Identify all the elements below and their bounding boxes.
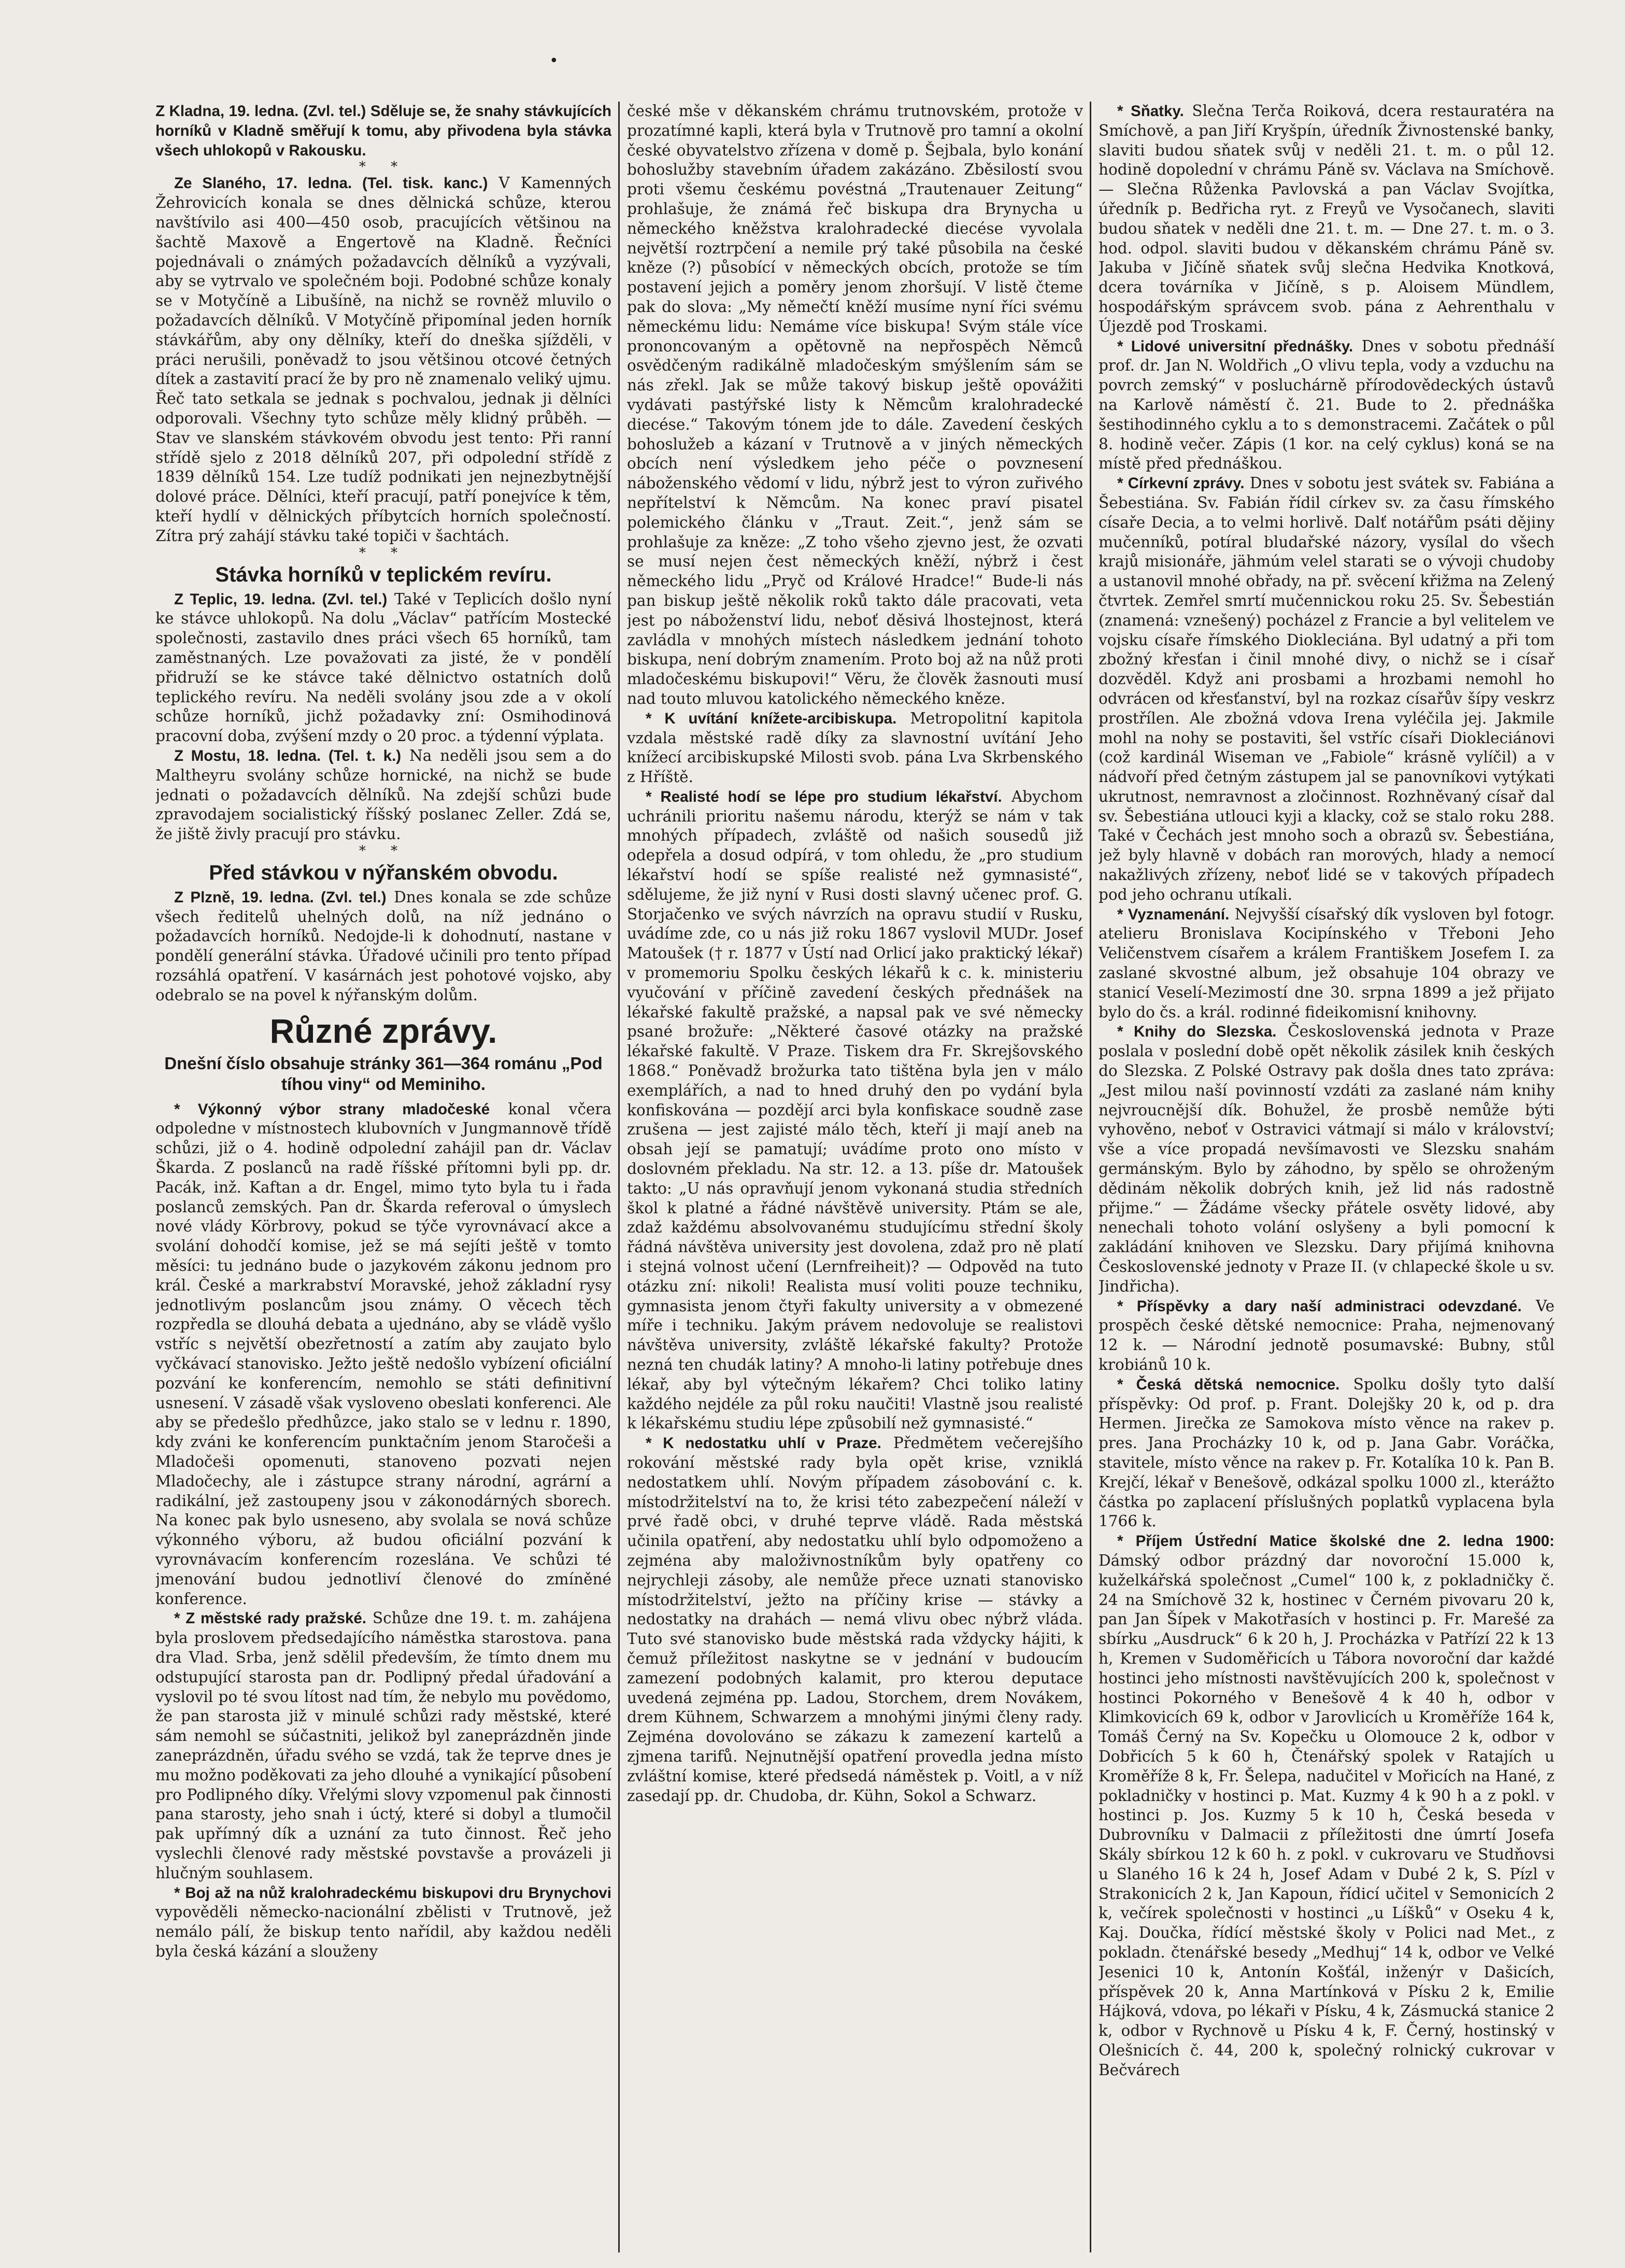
article-most xyxy=(155,746,611,844)
article-slany xyxy=(155,174,611,546)
article-coal-lead: * K nedostatku uhlí v Praze. xyxy=(646,1435,881,1452)
novel-notice: Dnešní číslo obsahuje stránky 361—364 románu „Pod tíhou viny“ od Meminiho. xyxy=(164,1053,603,1094)
article-books-silesia xyxy=(1099,1022,1555,1296)
heading-various-news: Různé zprávy. xyxy=(269,1011,497,1050)
article-donations-lead: * Příspěvky a dary naší administraci odevzdané. xyxy=(1117,1297,1522,1315)
article-church-text: Dnes v sobotu jest svátek sv. Fabiána a Šebestiána. Sv. Fabián řídil církev sv. za času římského císaře Decia, a to velmi horlivě. Dalť notářům psáti dějiny mučenníků, potíral bludařské názory, vysílal do všech krajů misionáře, jähmúm velel starati se o vývoji chudoby a ustanovil mnohé obřady, na př. svěcení křižma na Zelený čtvrtek. Zemřel smrtí mučennickou roku 25. Sv. Šebestián (znamená: vznešený) pocházel z Francie a byl velitelem ve vojsku císaře římského Diokleciána. Byl udatný a při tom zbožný křesťan i činil mnohé divy, o nichž se i císař dozvěděl. Když ani prosbami a hrozbami nemohl ho odvrácen od křesťanství, byl na rozkaz císařův šípy veskrz prostřílen. Ale zbožná vdova Irena vyléčila jej. Jakmile mohl na nohy se postaviti, šel vstříc císaři Diokleciánovi (což kardinál Wiseman ve „Fabiole“ krásně vylíčil) a v nádvoří před četným zástupem jal se panovníkovi vytýkati ukrutnost, nemravnost a zločinnost. Rozhněvaný císař dal sv. Šebestiána utlouci kyji a klacky, což se stalo roku 288. Také v Čechách jest mnoho soch a obrazů sv. Šebestiána, jež byly hlavně v dobách ran morových, hlady a nemocí nakažlivých zřízeny, neboť lidé se v takových případech pod jeho ochranu utíkali. xyxy=(1099,474,1555,903)
heading-teplice-strike: Stávka horníků v teplickém revíru. xyxy=(215,563,552,586)
article-kladno xyxy=(155,102,611,160)
article-plzen-lead: Z Plzně, 19. ledna. (Zvl. tel.) xyxy=(174,888,387,906)
article-bishop xyxy=(155,1883,611,1962)
article-honors-text: Nejvyšší císařský dík vysloven byl fotogr. atelieru Bronislava Kocipínského v Třeboni Jeho Veličenstvem císařem a králem Františkem Josefem I. za zaslané skvostné album, jež obsahuje 104 obrazy ve stanicí Veselí-Mezimostí dne 30. srpna 1899 a jež přijato bylo do čs. a král. rodinné fideikomisní knihovny. xyxy=(1099,905,1555,1021)
article-archbishop-text: Metropolitní kapitola vzdala městské radě díky za slavnostní uvítání Jeho knížecí arcibiskupské Milosti svob. pána Lva Skrbenského z Hříště. xyxy=(627,709,1083,786)
article-most-lead: Z Mostu, 18. ledna. (Tel. t. k.) xyxy=(174,747,402,764)
article-most-text: Na neděli jsou sem a do Maltheyru svolány schůze hornické, na nichž se bude jednati o požadavcích dělníků. Na zdejší schůzi bude zpravodajem socialistický říšský poslanec Zeller. Zdá se, že jiště živly pracují pro stávku. xyxy=(155,746,611,843)
article-youngczech-text: konal včera odpoledne v místnostech klubovních v Jungmannově třídě schůzi, již o 4. hodině odpolední zahájil pan dr. Václav Škarda. Z poslanců na radě říšské přítomni byli pp. dr. Pacák, inž. Kaftan a dr. Engel, mimo tyto byla tu i řada poslanců zemských. Pan dr. Škarda referoval o úmyslech nové vlády Körbrovy, pokud se týče vyrovnávací akce a svolání dohodčí komise, jež se má sejíti ještě v tomto měsíci: tu jednáno bude o jazykovém zákonu jednom pro král. České a markrabství Moravské, jehož základní rysy jednotlivým poslancům jsou známy. O věcech těch rozpředla se dlouhá debata a ujednáno, aby se vládě vyšlo vstříc s největší obezřetností a zatím aby zaujato bylo vyčkávací stanovisko. Ježto ještě nedošlo vybízení oficiální pozvání ke konferencím, nemohlo se státi definitivní usnesení. V zásadě však vysloveno obeslati konferenci. Ale aby se předešlo předhůzce, jako stalo se v lednu r. 1890, kdy zváni ke konferencím punktačním jenom Staročeši a Mladočeši opomenuti, stanoveno pozvati nejen Mladočechy, ale i zástupce strany národní, agrární a radikální, jež zastoupeny jsou v zákonodárných sborech. Na konec pak bylo usneseno, aby svolala se nová schůze výkonného výboru, až budou oficiální pozvání k vyrovnávacím konferencím rozeslána. Ve schůzi té jmenování budou jednotliví členové do zmíněné konference. xyxy=(155,1100,611,1608)
article-church-lead: * Církevní zprávy. xyxy=(1117,475,1245,492)
article-weddings xyxy=(1099,102,1555,337)
separator-stars: * * xyxy=(359,159,408,175)
article-matice-text: Dámský odbor prázdný dar novoroční 15.000 k, kuželkářská společnost „Cumel“ 100 k, z pokladničky č. 24 na Smíchově 32 k, hostinec v Černém pivovaru 20 k, pan Jan Šípek v Makotřasích v hostinci p. Fr. Marešé za sbírku „Ausdruck“ 6 k 20 h, J. Procházka v Patřízí 22 k 13 h, Kremen v Sudoměřicích u Tábora novoroční dar každé hostinci jeho místnosti navštěvujících 200 k, společnost v hostinci Pokorného v Benešově 4 k 40 h, odbor v Klimkovicích 69 k, odbor v Jarovlicích u Kroměříže 164 k, Tomáš Černý na Sv. Kopečku u Olomouce 2 k, odbor v Dobřicích 5 k 60 h, Čtenářský spolek v Ratajích u Kroměříže 8 k, Fr. Šelepa, nadučitel v Mořicích na Hané, z pokladničky v hostinci p. Mat. Kuzmy 4 k 90 h a z pokl. v hostinci p. Jos. Kuzmy 5 k 10 h, Česká beseda v Dubrovníku v Dalmacii z příležitosti dne úmrtí Josefa Skály sbírkou 12 k 60 h. z pokl. v cukrovaru ve Studňovsi u Slaného 16 k 24 h, Josef Adam v Dubé 2 k, S. Pízl v Strakonicích 2 k, Jan Kapoun, řídicí učitel v Semonicích 2 k, večírek společnosti v hostinci „u Líšků“ v Oseku 4 k, Kaj. Doučka, řídící městské školy v Polici nad Met., z pokladn. čtenářské besedy „Medhuj“ 14 k, odbor ve Velké Jesenici 10 k, Antonín Košťál, inženýr v Dašicích, příspěvek 20 k, Anna Martínková v Písku 2 k, Emilie Hájková, vdova, po lékaři v Písku, 4 k, Zásmucká stanice 2 k, odbor v Rychnově u Písku 4 k, F. Černý, hostinský v Olešnicích č. 44, 200 k, společný rolnický cukrovar v Bečvárech xyxy=(1099,1551,1555,2079)
article-realists-lead: * Realisté hodí se lépe pro studium lékařství. xyxy=(646,788,1002,805)
article-teplice-lead: Z Teplic, 19. ledna. (Zvl. tel.) xyxy=(174,590,388,608)
article-city-council xyxy=(155,1609,611,1883)
article-weddings-lead: * Sňatky. xyxy=(1117,103,1184,120)
article-hospital-text: Spolku došly tyto další příspěvky: Od prof. p. Frant. Dolejšky 20 k, od p. dra Hermen. Jirečka ze Samokova místo věnce na rakev p. pres. Jana Procházky 10 k, od p. Jana Gabr. Voráčka, stavitele, místo věnce na rakev p. Fr. Kotalíka 10 k. Pan B. Krejčí, lékař v Benešově, odkázal spolku 1000 zl., kterážto částka po zaplacení příslušných poplatků vyplacena byla 1766 k. xyxy=(1099,1375,1555,1530)
article-children-hospital xyxy=(1099,1375,1555,1532)
article-bishop-lead: * Boj až na nůž kralohradeckému biskupovi dru Brynychovi xyxy=(174,1884,611,1902)
column-3 xyxy=(1099,102,1555,2252)
article-matice-lead: * Příjem Ústřední Matice školské dne 2. ledna 1900: xyxy=(1117,1533,1555,1550)
article-hospital-lead: * Česká dětská nemocnice. xyxy=(1117,1376,1340,1393)
article-books-lead: * Knihy do Slezska. xyxy=(1117,1023,1277,1041)
article-lectures xyxy=(1099,337,1555,474)
article-matice-income xyxy=(1099,1532,1555,2080)
article-realists-text: Abychom uchránili prioritu našemu národu, kterýž se nám v tak mnohých případech, zvláště od našich sousedů již odepřela a dosud odpírá, v tom ohledu, že „pro studium lékařství hodí se spíše realisté než gymnasisté“, sdělujeme, že již nyní v Rusi dosti slavný učenec prof. G. Storjačenko ve svých návrzích na opravu studií v Rusku, uvádíme zde, co u nás již roku 1867 vyslovil MUDr. Josef Matoušek († r. 1877 v Ústí nad Orlicí jako praktický lékař) v promemoriu Spolku českých lékařů k c. k. ministeriu vyučování v příčině zavedení českých přednášek na lékařské fakultě pražské, a napsal pak ve své německy psané brožuře: „Některé časové otázky na pražské lékařské fakultě. V Praze. Tiskem dra Fr. Skrejšovského 1868.“ Poněvadž brožurka tato tištěna byla jen v málo exemplářích, a nad to hned druhý den po vydání byla konfiskována — pozdějí arci byla konfiskace soudně zase zrušena — jest zajisté málo těch, kteří ji mají aneb na obsah její se pamatují; uvádíme proto ono místo v doslovném překladu. Na str. 12. a 13. píše dr. Matoušek takto: „U nás opravňují jenom vykonaná studia středních škol k platné a řádné návštěvě university. Ptám se ale, zdaž každému absolvovanému studujícímu střední školy řádná návštěva university jest dovolena, zdaž pro ně platí i stejná volnost učení (Lernfreiheit)? — Odpověd na tuto otázku zní: nikoli! Realista musí voliti pouze techniku, gymnasista jenom čtyři fakulty university a v obmezené míře i techniku. Jakým právem nedovoluje se realistovi návštěva university, zvláště lékařské fakulty? Protože nezná ten chudák latiny? A mnoho-li latiny potřebuje dnes lékař, aby byl výtečným lékařem? Chci toliko latiny každého nejdéle za půl roku naučiti! Vlastně jsou realisté k lékařskému studiu lépe způsobilí než gymnasisté.“ xyxy=(627,787,1083,1433)
article-weddings-text: Slečna Terča Roiková, dcera restauratéra na Smíchově, a pan Jiří Kryšpín, úředník Živnostenské banky, slaviti budou sňatek svůj v neděli 21. t. m. o půl 12. hodině dopolední v chrámu Páně sv. Václava na Smíchově. — Slečna Růženka Pavlovská a pan Václav Svojítka, úředník p. Bedřicha ryt. z Freyů ve Vysočanech, slaviti budou sňatek v neděli dne 21. t. m. — Dne 27. t. m. o 3. hod. odpol. slaviti budou v děkanském chrámu Páně sv. Jakuba v Jičíně sňatek svůj slečna Hedvika Knotková, dcera továrníka v Jičíně, s p. Aloisem Mündlem, hospodářským správcem svob. pána z Aehrenthalu v Újezdě pod Troskami. xyxy=(1099,102,1555,335)
article-city-council-lead: * Z městské rady pražské. xyxy=(174,1610,366,1627)
article-church-news xyxy=(1099,474,1555,905)
article-realists-medicine xyxy=(627,787,1083,1434)
article-kladno-lead: Z Kladna, 19. ledna. (Zvl. tel.) xyxy=(155,103,366,120)
article-kladno-text: Sděluje se, že snahy stávkujících horníků v Kladně směřují k tomu, aby přivodena byla stávka všech uhlokopů v Rakousku. xyxy=(155,103,611,159)
column-rule xyxy=(618,102,620,2252)
article-bishop-text: vypověděli německo-nacionální zbělisti v Trutnově, jež nemálo pálí, že biskup tento nařídil, aby každou neděli byla česká kázání a slouženy xyxy=(155,1903,611,1960)
article-plzen xyxy=(155,888,611,1005)
article-honors-lead: * Vyznamenání. xyxy=(1117,905,1230,923)
column-1 xyxy=(155,102,611,2252)
page-mark: • xyxy=(549,52,559,70)
article-lectures-lead: * Lidové universitní přednášky. xyxy=(1117,337,1353,355)
article-bishop-continued: české mše v děkanském chrámu trutnovském, protože v prozatímné kapli, která byla v Trutnově pro tamní a okolní české obyvatelstvo zřízena v domě p. Šejbala, bylo konání bohoslužby stavebním úřadem zakázáno. Zběsilostí svou proti všemu českému povéstná „Trautenauer Zeitung“ prohlašuje, že známá řeč biskupa dra Brynycha u německého kněžstva kralohradecké diecése vyvolala největší roztrpčení a nemile prý také působila na české kněze (?) působící v německých obcích, protože se tím postavení jejich a poměry jenom zhoršují. V listě čteme pak do slova: „My němečtí kněží musíme nyní říci svému německému lidu: Nemáme více biskupa! Svým stále více prononcovaným a opětovně na nepřospěch Němců osvědčeným radikálně mladočeským smýšlením sám se nás zřekl. Jak se může takový biskup ještě opovážiti vydávati pastýřské listy k Němcům kralohradecké diecése.“ Takovým tónem jde to dále. Zavedení českých bohoslužeb a kázaní v Trutnově a v jiných německých obcích není výsledkem jeho péče o povznesení náboženského vědomí v lidu, nýbrž jest to výron zuřivého nepřítelství k Němcům. Na konec praví pisatel polemického článku v „Traut. Zeit.“, jenž sám se prohlašuje za kněze: „Z toho všeho zjevno jest, že ozvati se musí nejen čest německých kněží, nýbrž i čest německého lidu „Pryč od Králové Hradce!“ Bude-li nás pan biskup ještě několik roků takto dále pracovati, veta jest po náboženství lidu, neboť děsivá lhostejnost, která zavládla v mnohých místech následkem jednání tohoto biskupa, není dobrým znamením. Proto boj až na nůž proti mladočeskému biskupovi!“ Věru, že člověk žasnouti musí nad touto mluvou katolického německého kněze. xyxy=(627,102,1083,707)
article-honors xyxy=(1099,905,1555,1023)
article-donations xyxy=(1099,1297,1555,1375)
newspaper-page xyxy=(155,102,1612,2252)
article-archbishop-lead: * K uvítání knížete-arcibiskupa. xyxy=(646,710,897,727)
article-plzen-text: Dnes konala se zde schůze všech ředitelů uhelných dolů, na níž jednáno o požadavcích horníků. Nedojde-li k dohodnutí, nastane v pondělí generální stávka. Úřadové učinili pro tento případ rozsáhlá opatření. V kasárnách jest pohotové vojsko, aby odebralo se na povel k nýřanským dolům. xyxy=(155,888,611,1004)
separator-stars: * * xyxy=(359,545,408,561)
article-donations-text: Ve prospěch české dětské nemocnice: Praha, nejmenovaný 12 k. — Národní jednotě posumavské: Bubny, stůl krobiánů 10 k. xyxy=(1099,1297,1555,1373)
column-rule xyxy=(1090,102,1091,2252)
heading-nyrany-strike: Před stávkou v nýřanském obvodu. xyxy=(209,861,558,884)
article-youngczech-lead: * Výkonný výbor strany mladočeské xyxy=(174,1100,490,1118)
article-teplice xyxy=(155,590,611,746)
article-slany-text: V Kamenných Žehrovicích konala se dnes dělnická schůze, kterou navštívilo asi 400—450 osob, pracujících většinou na šachtě Maxově a Engertově na Kladně. Řečníci pojednávali o známých požadavcích dělníků a vyzývali, aby se vytrvalo ve společném boji. Podobné schůze konaly se v Motyčíně a Libušíně, na nichž se rovněž mluvilo o požadavcích dělníků. V Motyčíně připomínal jeden horník stávkářům, aby ony dělníky, kteří do dneška sjížděli, v práci nerušili, poněvadž to jsou většinou otcové četných dítek a zastavití prací že by pro ně znamenalo veliký ujmu. Řeč tato setkala se jednak s pochvalou, jednak ji dělníci odporovali. Všechny tyto schůze měly klidný průběh. — Stav ve slanském stávkovém obvodu jest tento: Při ranní střídě sjelo z 2018 dělníků 207, při odpolední střídě z 1839 dělníků 154. Lze tudíž podnikati jen nejnezbytnější dolové práce. Dělníci, kteří pracují, patří ponejvíce k těm, kteří hydlí v dělnických příbytcích horních společností. Zítra prý zahájí stávku také topiči v šachtách. xyxy=(155,174,611,545)
article-books-text: Československá jednota v Praze poslala v poslední době opět několik zásilek knih českých do Slezska. Z Polské Ostravy pak došla dnes tato zpráva: „Jest milou naší povinností vzdáti za zaslané nám knihy nejvroucnější dík. Bohužel, že prosbě nemůže býti vyhověno, neboť v Ostravici vátmají si málo v království; vše a více propadá nevšímavosti ve Slezsku snahám germánským. Bylo by záhodno, by spělo se ohroženým dědinám několik dobrých knih, jež lid nás radostně přijme.“ — Žádáme všecky přátele osvěty lidové, aby nenechali tohoto volání oslyšeny a byli pomocní k zakládání knihoven ve Slezsku. Dary přijímá knihovna Československé jednoty v Praze II. (v chlapecké škole u sv. Jindřicha). xyxy=(1099,1023,1555,1295)
article-youngczech-committee xyxy=(155,1100,611,1609)
column-2 xyxy=(627,102,1083,2252)
article-city-council-text: Schůze dne 19. t. m. zahájena byla proslovem předsedajícího náměstka starostova. pana dra Vlad. Srba, jenž sdělil především, že tímto dnem mu odstupující starosta pan dr. Podlipný předal úřadování a vyslovil po té svou lítost nad tím, že nebylo mu povědomo, že pan starosta již v minulé schůzi rady městské, které sám nemohl se súčastniti, jelikož byl zaneprázdněn jinde zaneprázdněn, úřadu svého se vzdá, tak že teprve dnes je mu možno poděkovati za jeho dlouhé a vynikající působení pro Podlipného díky. Vřelými slovy vzpomenul pak činnosti pana starosty, jeho snah i úctý, které si dobyl a tlumočil pak upřímný dík a uznání za tuto činnost. Řeč jeho vyslechli členové rady městské povstavše a provázeli ji hlučným souhlasem. xyxy=(155,1609,611,1882)
separator-stars: * * xyxy=(359,843,408,859)
article-coal-shortage xyxy=(627,1434,1083,1806)
article-coal-text: Předmětem večerejšího rokování městské rady byla opět krise, vzniklá nedostatkem uhlí. Novým případem zásobování c. k. místodržitelství na to, že krisi této zabezpečení náleží v prvé řadě obci, v druhé teprve vládě. Rada městská učinila opatření, aby nedostatku uhlí bylo odpomoženo a zejména aby maloživnostníkům byly opatřeny co nejrychleji zásoby, ale nemůže přece uznati stanovisko místodržitelství, ježto na příčiny krise — stávky a nedostatky na drahách — nemá vlivu obec nýbrž vláda. Tuto své stanovisko bude městská rada vždycky hájiti, k čemuž příležitost naskytne se v jednání v budoucím zamezení podobných kalamit, pro kterou deputace uvedená zejména pp. Ladou, Storchem, drem Novákem, drem Kühnem, Schwarzem a mnohými jinými členy rady. Zejména dovolováno se zákazu k zamezení kartelů a zjmena tarifů. Nejnutnější opatření provedla jedna místo zvláštní komise, které předsedá náměstek p. Voitl, a v níž zasedají pp. dr. Chudoba, dr. Kühn, Sokol a Schwarz. xyxy=(627,1434,1083,1805)
article-lectures-text: Dnes v sobotu přednáší prof. dr. Jan N. Woldřich „O vlivu tepla, vody a vzduchu na povrch zemský“ v posluchárně přírodovědeckých ústavů na Karlově náměstí č. 21. Bude to 2. přednáška šestihodinného cyklu a to s demonstracemi. Začátek o půl 8. hodině večer. Zápis (1 kor. na celý cyklus) koná se na místě před přednáškou. xyxy=(1099,337,1555,473)
article-slany-lead: Ze Slaného, 17. ledna. (Tel. tisk. kanc.) xyxy=(174,175,488,192)
article-archbishop-welcome xyxy=(627,709,1083,787)
article-teplice-text: Také v Teplicích došlo nyní ke stávce uhlokopů. Na dolu „Václav“ patřícím Mostecké společnosti, zastavilo dnes práci všech 65 horníků, tam zaměstnaných. Lze považovati za jisté, že v pondělí přidruží se ke stávce také dělnictvo ostatních dolů teplického revíru. Na neděli svolány jsou zde a v okolí schůze horníků, jichž požadavky zní: Osmihodinová pracovní doba, zvýšení mzdy o 20 proc. a týdenní výplata. xyxy=(155,590,611,745)
